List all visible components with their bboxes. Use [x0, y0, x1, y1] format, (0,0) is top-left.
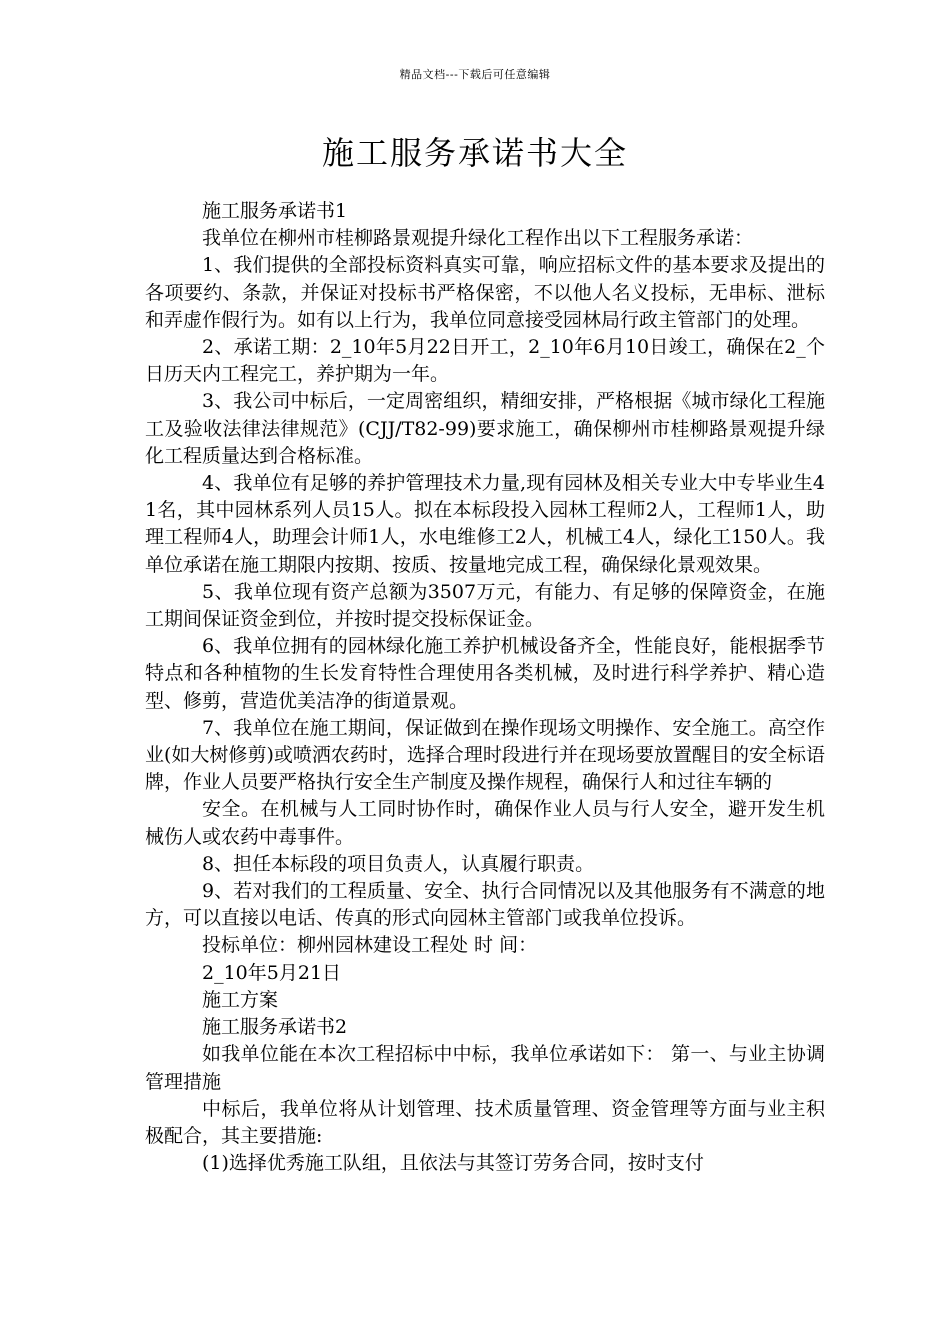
document-title: 施工服务承诺书大全: [321, 134, 628, 172]
paragraph: 5、我单位现有资产总额为3507万元，有能力、有足够的保障资金，在施工期间保证资金到位，并按时提交投标保证金。: [145, 580, 825, 631]
paragraph: (1)选择优秀施工队组，且依法与其签订劳务合同，按时支付: [202, 1152, 704, 1175]
paragraph: 4、我单位有足够的养护管理技术力量,现有园林及相关专业大中专毕业生41名，其中园林系列人员15人。拟在本标段投入园林工程师2人，工程师1人，助理工程师4人，助理会计师1人，水电维修工2人，机械工4人，绿化工150人。我单位承诺在施工期限内按期、按质、按量地完成工程，确保绿化景观效果。: [145, 472, 825, 576]
paragraph: 1、我们提供的全部投标资料真实可靠，响应招标文件的基本要求及提出的各项要约、条款，并保证对投标书严格保密，不以他人名义投标，无串标、泄标和弄虚作假行为。如有以上行为，我单位同意接受园林局行政主管部门的处理。: [145, 254, 825, 331]
page-header-note: 精品文档---下载后可任意编辑: [399, 68, 551, 81]
paragraph: 7、我单位在施工期间，保证做到在操作现场文明操作、安全施工。高空作业(如大树修剪)或喷洒农药时，选择合理时段进行并在现场要放置醒目的安全标语牌，作业人员要严格执行安全生产制度及操作规程，确保行人和过往车辆的: [145, 716, 825, 794]
paragraph: 安全。在机械与人工同时协作时，确保作业人员与行人安全，避开发生机械伤人或农药中毒事件。: [145, 798, 825, 848]
section-heading: 施工服务承诺书1: [202, 200, 348, 222]
paragraph: 中标后，我单位将从计划管理、技术质量管理、资金管理等方面与业主积极配合，其主要措施:: [145, 1097, 825, 1147]
document-body: [145, 198, 825, 1177]
section-heading: 施工服务承诺书2: [202, 1016, 348, 1039]
paragraph: 9、若对我们的工程质量、安全、执行合同情况以及其他服务有不满意的地 方，可以直接以电话、传真的形式向园林主管部门或我单位投诉。: [145, 880, 825, 930]
section-heading: 施工方案: [202, 988, 279, 1011]
paragraph: 2、承诺工期：2_10年5月22日开工，2_10年6月10日竣工，确保在2_个日历天内工程完工，养护期为一年。: [145, 336, 825, 386]
paragraph: 6、我单位拥有的园林绿化施工养护机械设备齐全，性能良好，能根据季节特点和各种植物的生长发育特性合理使用各类机械，及时进行科学养护、精心造型、修剪，营造优美洁净的街道景观。: [145, 635, 825, 712]
date-line: 2_10年5月21日: [202, 961, 342, 984]
paragraph: 我单位在柳州市桂柳路景观提升绿化工程作出以下工程服务承诺：: [202, 227, 754, 250]
signature-line: 投标单位：柳州园林建设工程处 时 间：: [202, 934, 538, 957]
paragraph: 8、担任本标段的项目负责人，认真履行职责。: [202, 852, 595, 875]
paragraph: 如我单位能在本次工程招标中中标，我单位承诺如下： 第一、与业主协调管理措施: [145, 1043, 825, 1093]
paragraph: 3、我公司中标后，一定周密组织，精细安排，严格根据《城市绿化工程施工及验收法律法律规范》(CJJ/T82-99)要求施工，确保柳州市桂柳路景观提升绿化工程质量达到合格标准。: [145, 390, 825, 467]
